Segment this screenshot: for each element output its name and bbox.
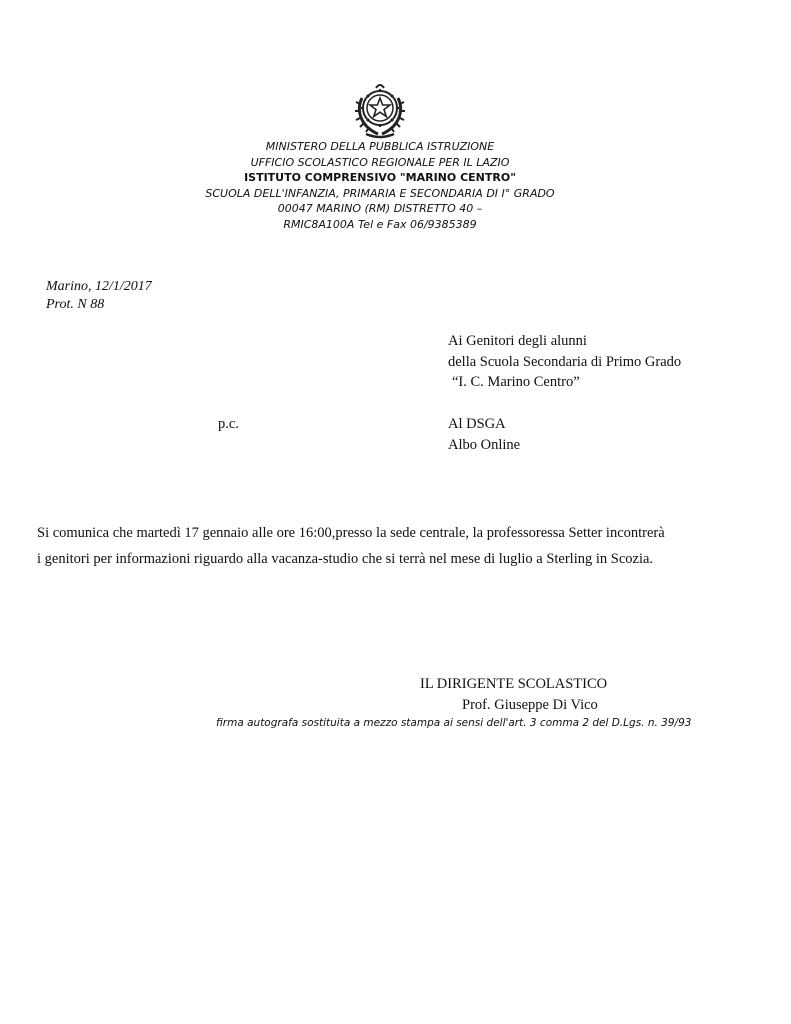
header-contact: RMIC8A100A Tel e Fax 06/9385389: [283, 217, 477, 231]
recipients-block: [448, 331, 681, 393]
signature-note: firma autografa sostituita a mezzo stampa ai sensi dell'art. 3 comma 2 del D.Lgs. n. 39/93: [216, 717, 692, 729]
recipient-line: Ai Genitori degli alunni: [448, 333, 587, 349]
letter-body: [37, 520, 757, 572]
school-header: [140, 139, 620, 232]
header-address: 00047 MARINO (RM) DISTRETTO 40 –: [277, 202, 483, 215]
cc-label: p.c.: [218, 416, 239, 432]
header-institute-name: ISTITUTO COMPRENSIVO "MARINO CENTRO": [244, 171, 516, 184]
date-protocol-block: [46, 278, 152, 314]
signature-name: Prof. Giuseppe Di Vico: [462, 697, 598, 713]
cc-line: Al DSGA: [448, 416, 506, 432]
recipient-line: “I. C. Marino Centro”: [452, 374, 580, 390]
body-line: i genitori per informazioni riguardo alla vacanza-studio che si terrà nel mese di luglio a Sterling in Scozia.: [37, 551, 654, 567]
cc-line: Albo Online: [448, 436, 521, 453]
cc-recipients: [448, 414, 520, 455]
signature-title: IL DIRIGENTE SCOLASTICO: [420, 676, 608, 692]
header-regional-office: UFFICIO SCOLASTICO REGIONALE PER IL LAZIO: [250, 155, 510, 169]
italian-republic-emblem-icon: [352, 78, 408, 140]
protocol-number: Prot. N 88: [46, 297, 105, 312]
body-line: Si comunica che martedì 17 gennaio alle ore 16:00,presso la sede centrale, la professoressa Setter incontrerà: [37, 525, 665, 541]
letter-date: Marino, 12/1/2017: [46, 279, 152, 294]
header-ministry: MINISTERO DELLA PUBBLICA ISTRUZIONE: [265, 140, 495, 153]
recipient-line: della Scuola Secondaria di Primo Grado: [448, 353, 682, 370]
header-school-levels: SCUOLA DELL'INFANZIA, PRIMARIA E SECONDARIA DI I° GRADO: [205, 186, 555, 200]
